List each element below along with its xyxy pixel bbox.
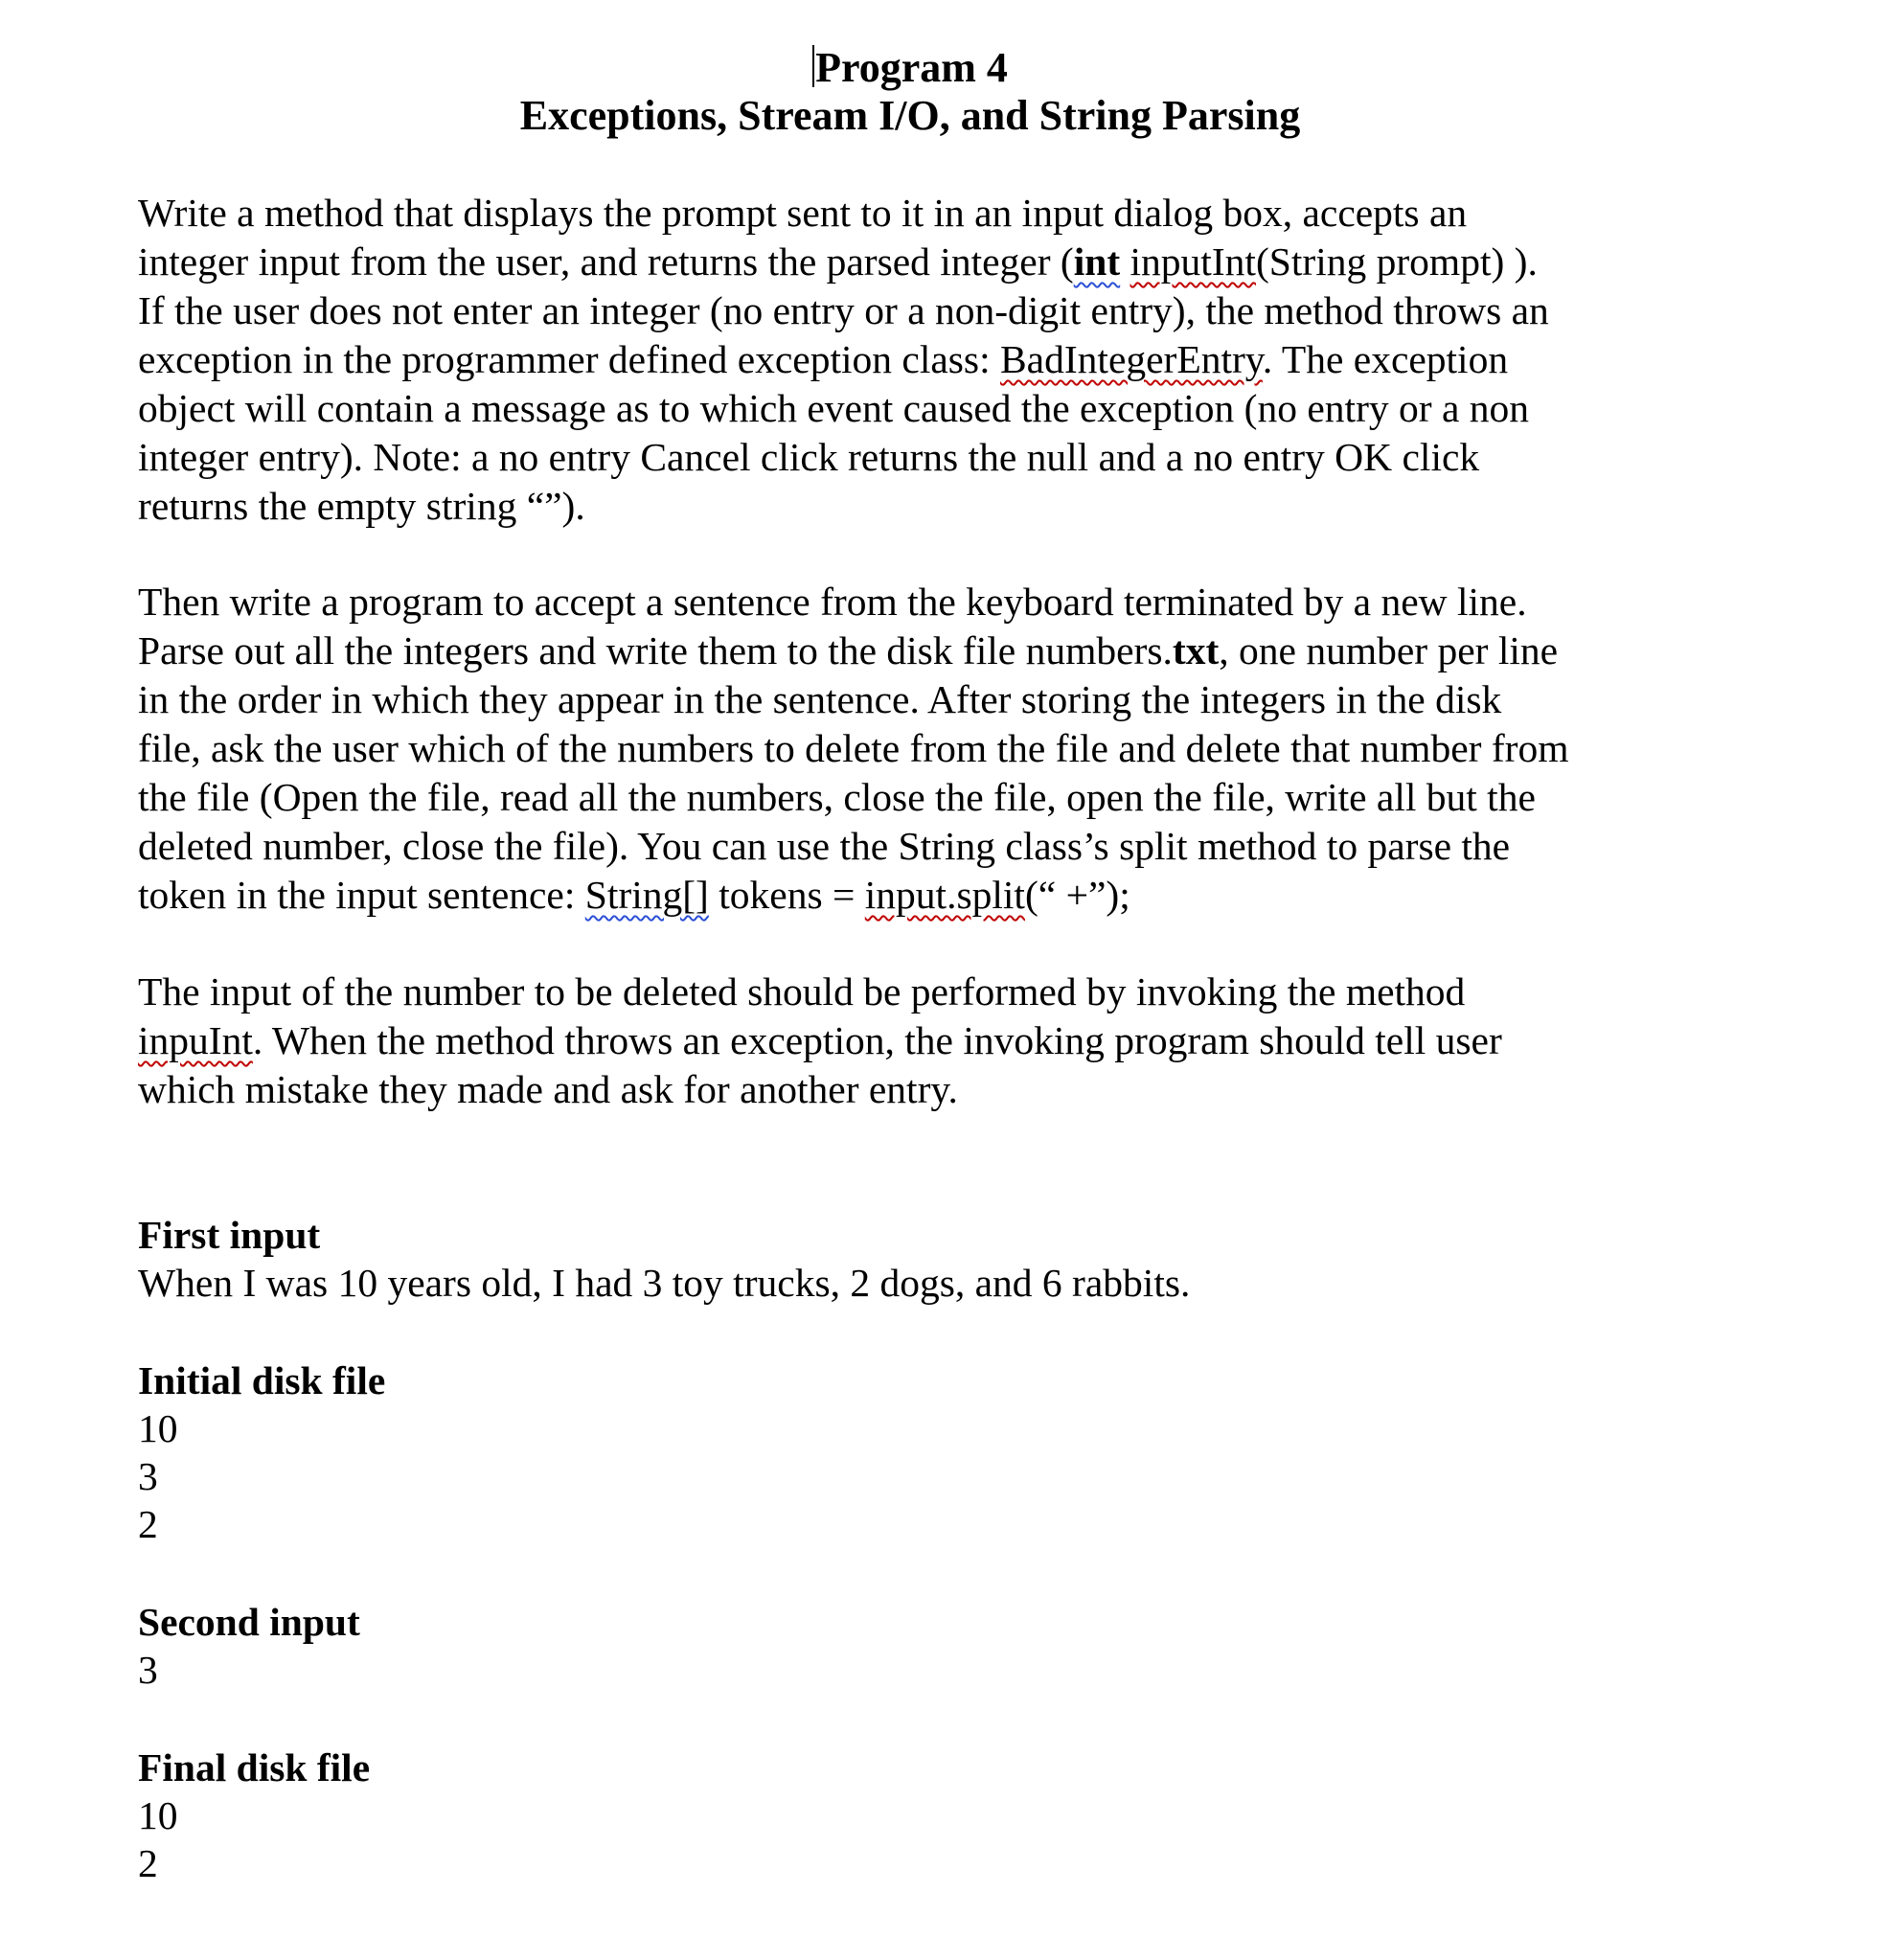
text-line: [138, 627, 1709, 675]
method-name-inpuint: inpuInt: [138, 1018, 253, 1062]
text-line: in the order in which they appear in the sentence. After storing the integers in the disk: [138, 677, 1502, 721]
method-name-inputint: inputInt: [1130, 239, 1256, 284]
paragraph-method-spec: [138, 189, 1709, 531]
text-line: file, ask the user which of the numbers to delete from the file and delete that number from: [138, 726, 1569, 770]
text-line: [138, 871, 1709, 920]
initial-disk-file-value: 2: [138, 1502, 158, 1546]
text-line: deleted number, close the file). You can use the String class’s split method to parse the: [138, 824, 1511, 868]
text-run: . The exception: [1262, 337, 1509, 381]
keyword-int: int: [1073, 239, 1121, 284]
initial-disk-file-value: 10: [138, 1406, 178, 1450]
text-line: [138, 238, 1709, 286]
text-cursor: [812, 45, 814, 87]
final-disk-file-heading: Final disk file: [138, 1745, 371, 1789]
first-input-section: [138, 1211, 1190, 1307]
initial-disk-file-heading: Initial disk file: [138, 1358, 386, 1402]
text-line: object will contain a message as to which event caused the exception (no entry or a non: [138, 386, 1530, 430]
class-name-badintegerentry: BadIntegerEntry: [1000, 337, 1263, 381]
text-run: [1120, 239, 1130, 284]
text-line: [138, 335, 1709, 384]
document-title: [0, 44, 1820, 92]
second-input-heading: Second input: [138, 1600, 360, 1644]
text-run: tokens =: [708, 873, 865, 917]
text-line: which mistake they made and ask for another entry.: [138, 1067, 958, 1111]
text-run: (“ +”);: [1024, 873, 1130, 917]
text-line: The input of the number to be deleted should be performed by invoking the method: [138, 969, 1466, 1014]
text-run: token in the input sentence:: [138, 873, 585, 917]
text-line: [138, 1016, 1709, 1065]
text-run: Parse out all the integers and write them to the disk file numbers.: [138, 628, 1173, 672]
text-line: returns the empty string “”).: [138, 484, 585, 528]
code-type-string-array: String[]: [584, 873, 709, 917]
text-line: If the user does not enter an integer (no entry or a non-digit entry), the method throws an: [138, 288, 1549, 332]
initial-disk-file-value: 3: [138, 1454, 158, 1498]
text-run: (String prompt) ).: [1255, 239, 1538, 284]
code-split-call: input.split: [864, 873, 1025, 917]
text-line: Then write a program to accept a sentence from the keyboard terminated by a new line.: [138, 580, 1527, 624]
text-line: Write a method that displays the prompt sent to it in an input dialog box, accepts an: [138, 191, 1468, 235]
file-extension: txt: [1172, 628, 1220, 672]
final-disk-file-section: [138, 1743, 370, 1887]
initial-disk-file-section: [138, 1356, 385, 1548]
final-disk-file-value: 10: [138, 1793, 178, 1837]
document-subtitle: Exceptions, Stream I/O, and String Parsing: [519, 92, 1301, 139]
paragraph-input-spec: [138, 968, 1709, 1114]
text-run: integer input from the user, and returns the parsed integer (: [138, 239, 1074, 284]
text-line: the file (Open the file, read all the numbers, close the file, open the file, write all but the: [138, 775, 1536, 819]
first-input-text: When I was 10 years old, I had 3 toy trucks, 2 dogs, and 6 rabbits.: [138, 1261, 1191, 1305]
first-input-heading: First input: [138, 1213, 321, 1257]
text-run: . When the method throws an exception, the invoking program should tell user: [252, 1018, 1502, 1062]
title-line-1: Program 4: [815, 44, 1008, 91]
text-line: integer entry). Note: a no entry Cancel click returns the null and a no entry OK click: [138, 435, 1480, 479]
second-input-section: [138, 1598, 360, 1694]
paragraph-program-spec: [138, 578, 1709, 920]
second-input-value: 3: [138, 1648, 158, 1692]
text-run: exception in the programmer defined exception class:: [138, 337, 1000, 381]
final-disk-file-value: 2: [138, 1841, 158, 1885]
text-run: , one number per line: [1219, 628, 1559, 672]
